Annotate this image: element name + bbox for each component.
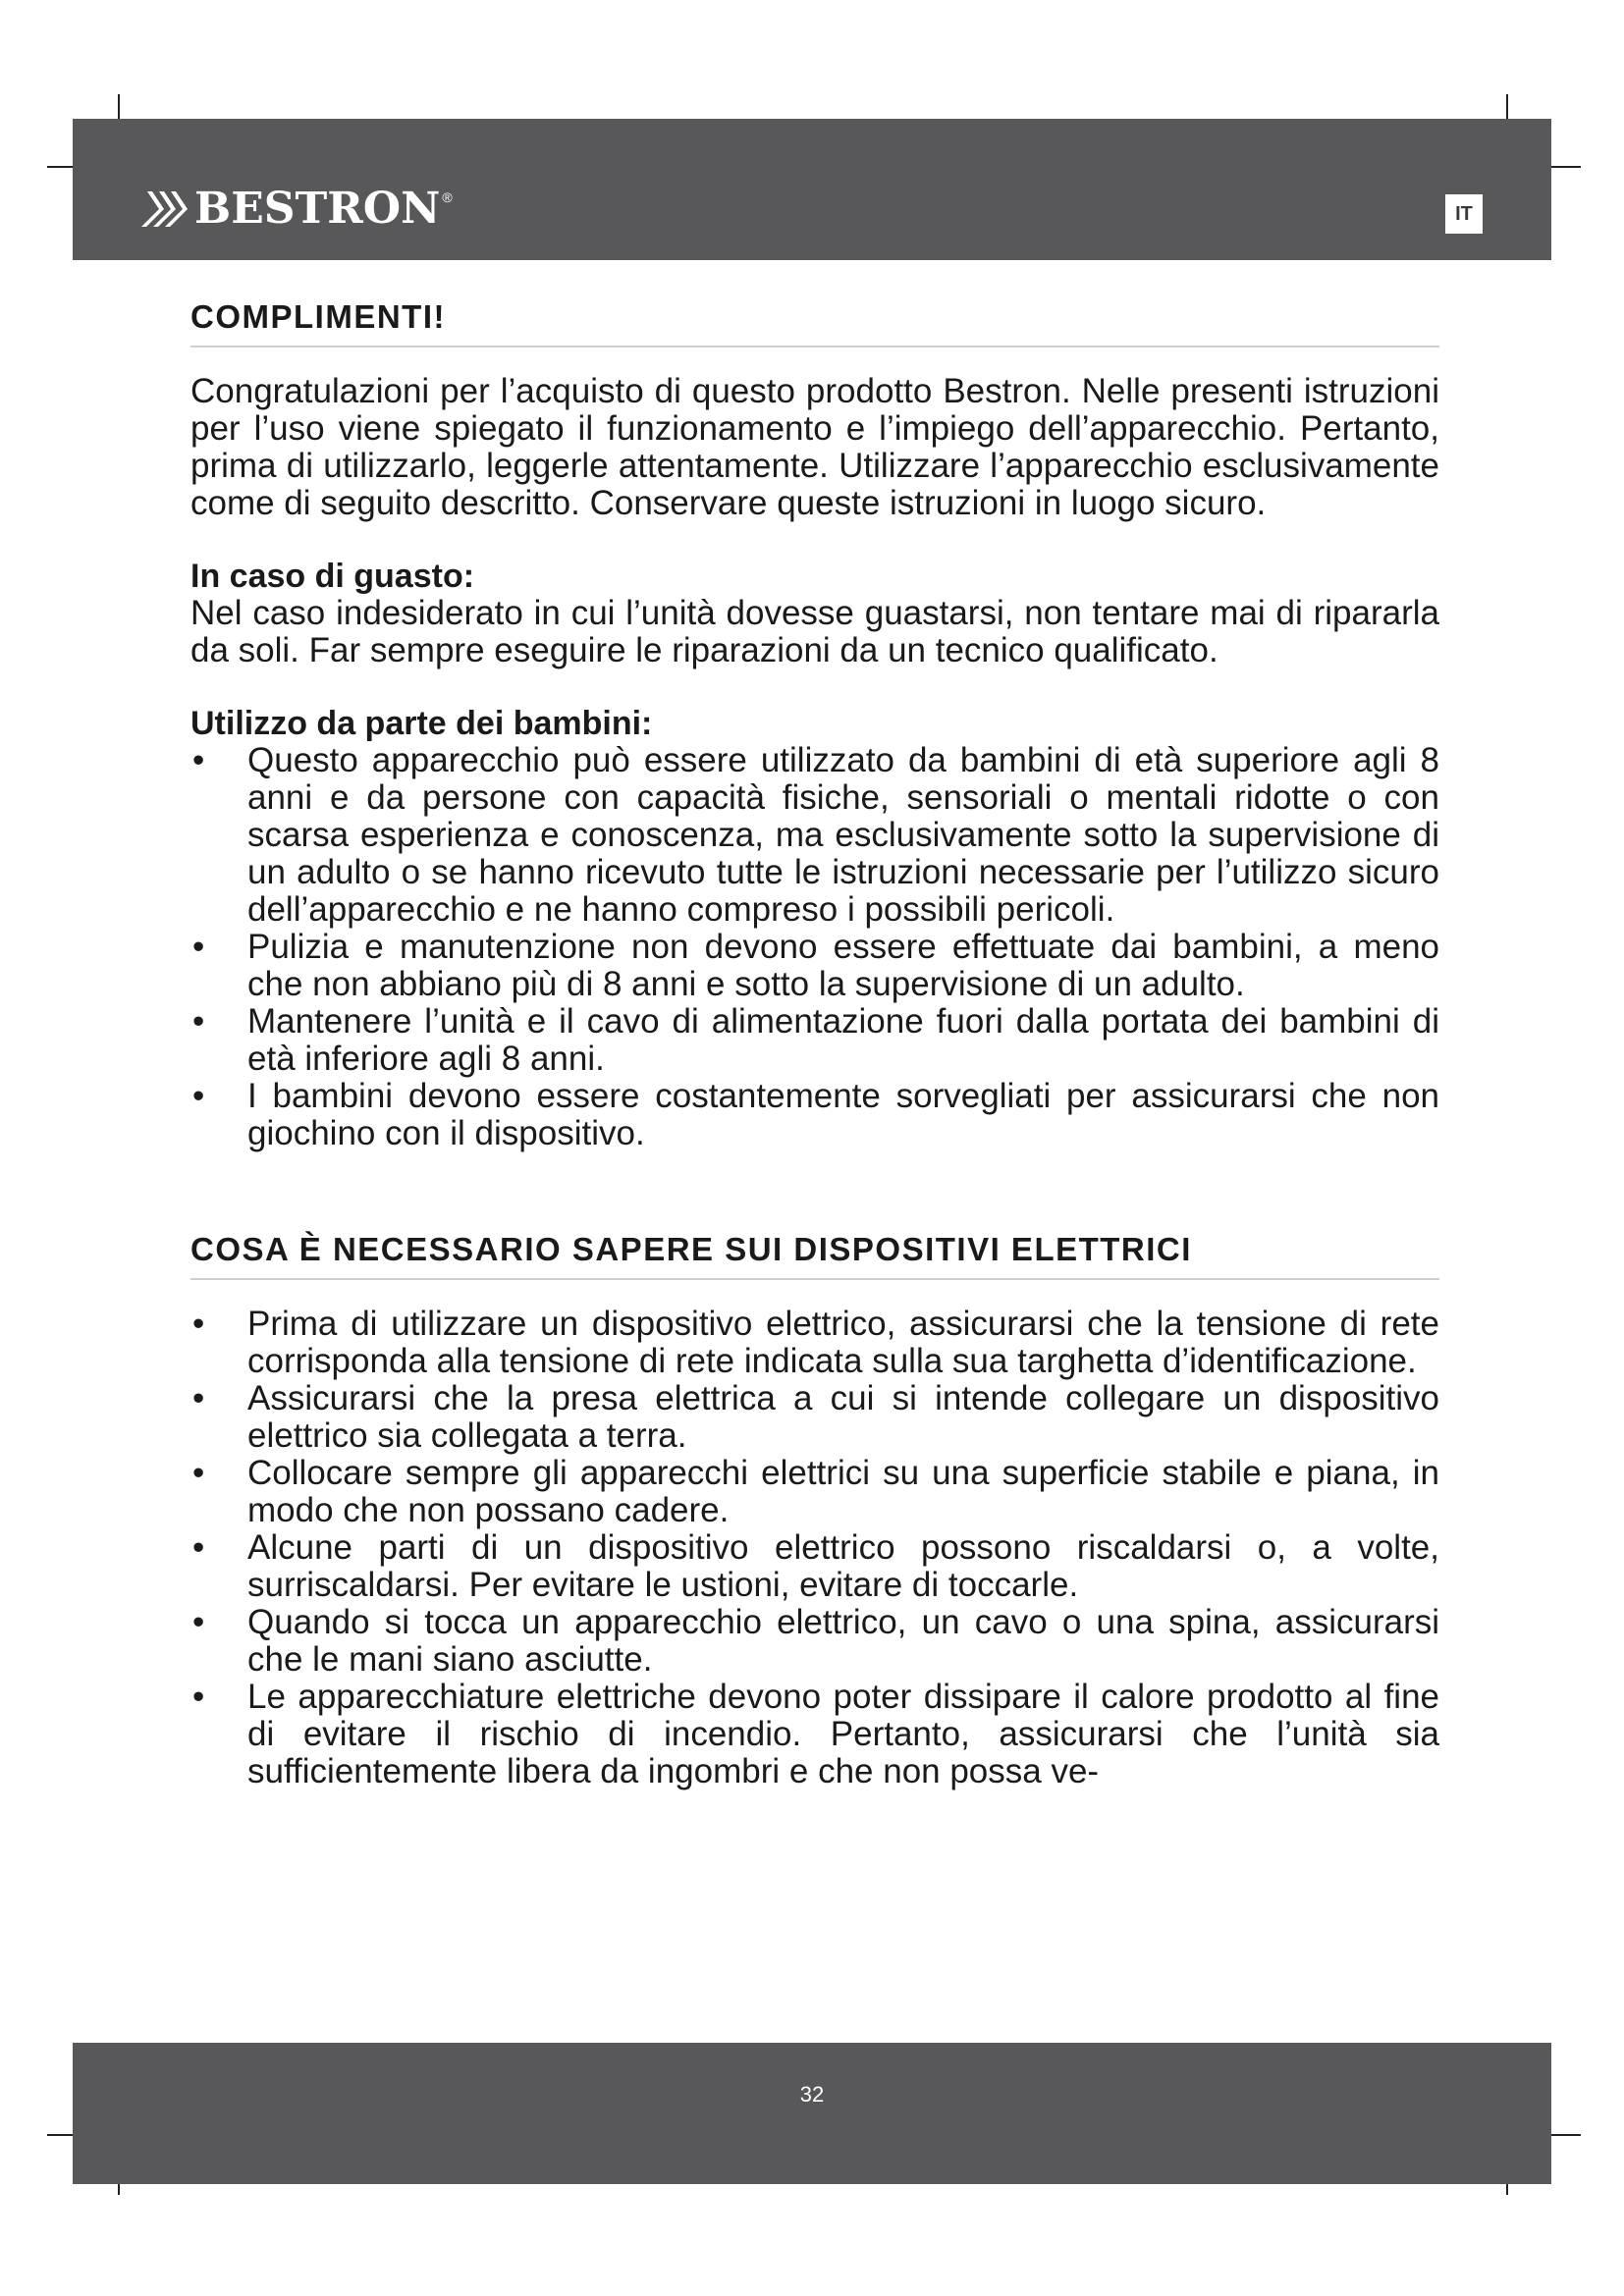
footer-band xyxy=(73,2043,1551,2184)
electrical-list xyxy=(190,1306,1439,1790)
bullet-icon: • xyxy=(192,1002,205,1041)
page-number: 32 xyxy=(799,2082,825,2107)
list-item: • Mantenere l’unità e il cavo di alimentazione fuori dalla portata dei bambini di età inferiore agli 8 anni. xyxy=(192,1002,1439,1078)
list-item: • Alcune parti di un dispositivo elettrico possono riscaldarsi o, a volte, surriscaldarsi. Per evitare le ustioni, evitare di toccarle. xyxy=(192,1528,1439,1604)
list-item: • Le apparecchiature elettriche devono poter dissipare il calore prodotto al fine di evitare il rischio di incendio. Pertanto, assicurarsi che l’unità sia sufficientemente libera da ingombri e che non possa ve- xyxy=(192,1678,1439,1790)
list-item: • Questo apparecchio può essere utilizzato da bambini di età superiore agli 8 anni e da persone con capacità fisiche, sensoriali o mentali ridotte o con scarsa esperienza e conoscenza, ma esclusivamente sotto la supervisione di un adulto o se hanno ricevuto tutte le istruzioni necessarie per l’utilizzo sicuro dell’apparecchio e ne hanno compreso i possibili pericoli. xyxy=(192,741,1439,929)
registered-mark: ® xyxy=(442,189,453,205)
intro-paragraph: Congratulazioni per l’acquisto di questo prodotto Bestron. Nelle presenti istruzioni per l’uso viene spiegato il funzionamento e l’impiego dell’apparecchio. Pertanto, prima di utilizzarlo, leggerle attentamente. Utilizzare l’apparecchio esclusivamente come di seguito descritto. Conservare queste istruzioni in luogo sicuro. xyxy=(190,372,1439,522)
brand-logo xyxy=(139,184,453,235)
page-content xyxy=(190,298,1439,1790)
brand-chevron-icon xyxy=(139,189,190,229)
bullet-icon: • xyxy=(192,1305,205,1343)
bullet-icon: • xyxy=(192,1603,205,1641)
bullet-icon: • xyxy=(192,1379,205,1417)
bullet-icon: • xyxy=(192,1528,205,1567)
section-title-compliments: COMPLIMENTI! xyxy=(190,298,1439,347)
children-list xyxy=(190,742,1439,1152)
brand-name: BESTRON xyxy=(194,184,441,234)
fault-heading: In caso di guasto: xyxy=(190,558,475,595)
language-badge: IT xyxy=(1445,194,1483,234)
list-item: • Prima di utilizzare un dispositivo elettrico, assicurarsi che la tensione di rete corrisponda alla tensione di rete indicata sulla sua targhetta d’identificazione. xyxy=(192,1305,1439,1380)
bullet-icon: • xyxy=(192,741,205,779)
list-item: • Pulizia e manutenzione non devono essere effettuate dai bambini, a meno che non abbiano più di 8 anni e sotto la supervisione di un adulto. xyxy=(192,928,1439,1003)
bullet-icon: • xyxy=(192,1077,205,1115)
fault-paragraph: Nel caso indesiderato in cui l’unità dovesse guastarsi, non tentare mai di ripararla da soli. Far sempre eseguire le riparazioni da un tecnico qualificato. xyxy=(190,594,1439,669)
bullet-icon: • xyxy=(192,928,205,966)
list-item: • Collocare sempre gli apparecchi elettrici su una superficie stabile e piana, in modo che non possano cadere. xyxy=(192,1454,1439,1529)
bullet-icon: • xyxy=(192,1678,205,1716)
list-item: • Assicurarsi che la presa elettrica a cui si intende collegare un dispositivo elettrico sia collegata a terra. xyxy=(192,1379,1439,1455)
children-heading: Utilizzo da parte dei bambini: xyxy=(190,705,653,742)
list-item: • Quando si tocca un apparecchio elettrico, un cavo o una spina, assicurarsi che le mani siano asciutte. xyxy=(192,1603,1439,1679)
section-title-electrical: COSA È NECESSARIO SAPERE SUI DISPOSITIVI ELETTRICI xyxy=(190,1231,1439,1280)
bullet-icon: • xyxy=(192,1454,205,1492)
list-item: • I bambini devono essere costantemente sorvegliati per assicurarsi che non giochino con il dispositivo. xyxy=(192,1077,1439,1152)
header-band xyxy=(73,119,1551,260)
